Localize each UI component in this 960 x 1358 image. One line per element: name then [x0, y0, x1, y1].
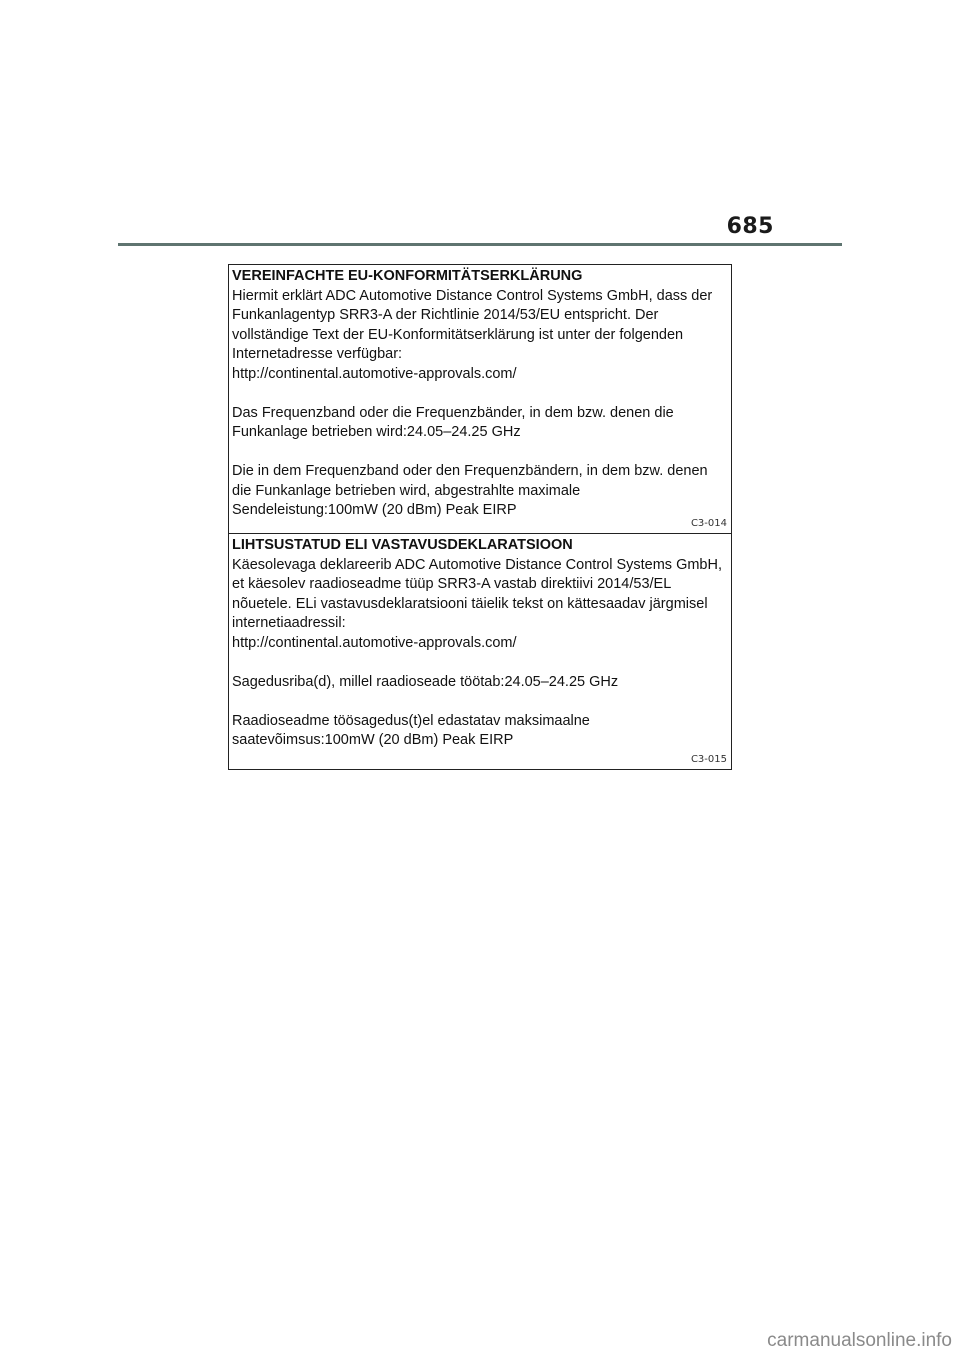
- declaration-text: Hiermit erklärt ADC Automotive Distance Control Systems GmbH, dass der Funkanlagentyp SRR3-A der Richtlinie 2014/53/EU entspricht. Der vollständige Text der EU-Konformitätserklärung ist unter der folgenden Internetadresse verfügbar:: [232, 287, 713, 362]
- section-paragraph: [232, 404, 727, 443]
- frequency-text: Sagedusriba(d), millel raadioseade töötab:24.05–24.25 GHz: [232, 673, 619, 690]
- section-title: LIHTSUSTATUD ELI VASTAVUSDEKLARATSIOON: [232, 537, 573, 553]
- declaration-text: Käesolevaga deklareerib ADC Automotive Distance Control Systems GmbH, et käesolev raadioseadme tüüp SRR3-A vastab direktiivi 2014/53/EL nõuetele. ELi vastavusdeklaratsiooni täielik tekst on kättesaadav järgmisel internetiaadressil:: [232, 556, 722, 631]
- section-code: C3-015: [690, 754, 727, 765]
- section-paragraph: [232, 673, 727, 693]
- power-text: Die in dem Frequenzband oder den Frequenzbändern, in dem bzw. denen die Funkanlage betrieben wird, abgestrahlte maximale Sendeleistung:100mW (20 dBm) Peak EIRP: [232, 463, 708, 518]
- section-title: VEREINFACHTE EU-KONFORMITÄTSERKLÄRUNG: [232, 268, 583, 284]
- declaration-section-de: [229, 265, 731, 534]
- header-rule: [118, 243, 842, 246]
- power-text: Raadioseadme töösagedus(t)el edastatav maksimaalne saatevõimsus:100mW (20 dBm) Peak EIRP: [232, 712, 590, 748]
- declaration-section-et: [229, 534, 731, 769]
- page-number: 685: [726, 214, 774, 239]
- section-paragraph: [232, 712, 727, 751]
- declaration-box: [228, 264, 732, 770]
- section-paragraph: [232, 287, 727, 385]
- section-code: C3-014: [690, 518, 727, 529]
- declaration-url: http://continental.automotive-approvals.com/: [232, 634, 517, 651]
- watermark: carmanualsonline.info: [767, 1330, 952, 1351]
- declaration-url: http://continental.automotive-approvals.com/: [232, 365, 517, 382]
- section-paragraph: [232, 556, 727, 654]
- section-paragraph: [232, 462, 727, 521]
- frequency-text: Das Frequenzband oder die Frequenzbänder, in dem bzw. denen die Funkanlage betrieben wird:24.05–24.25 GHz: [232, 404, 674, 440]
